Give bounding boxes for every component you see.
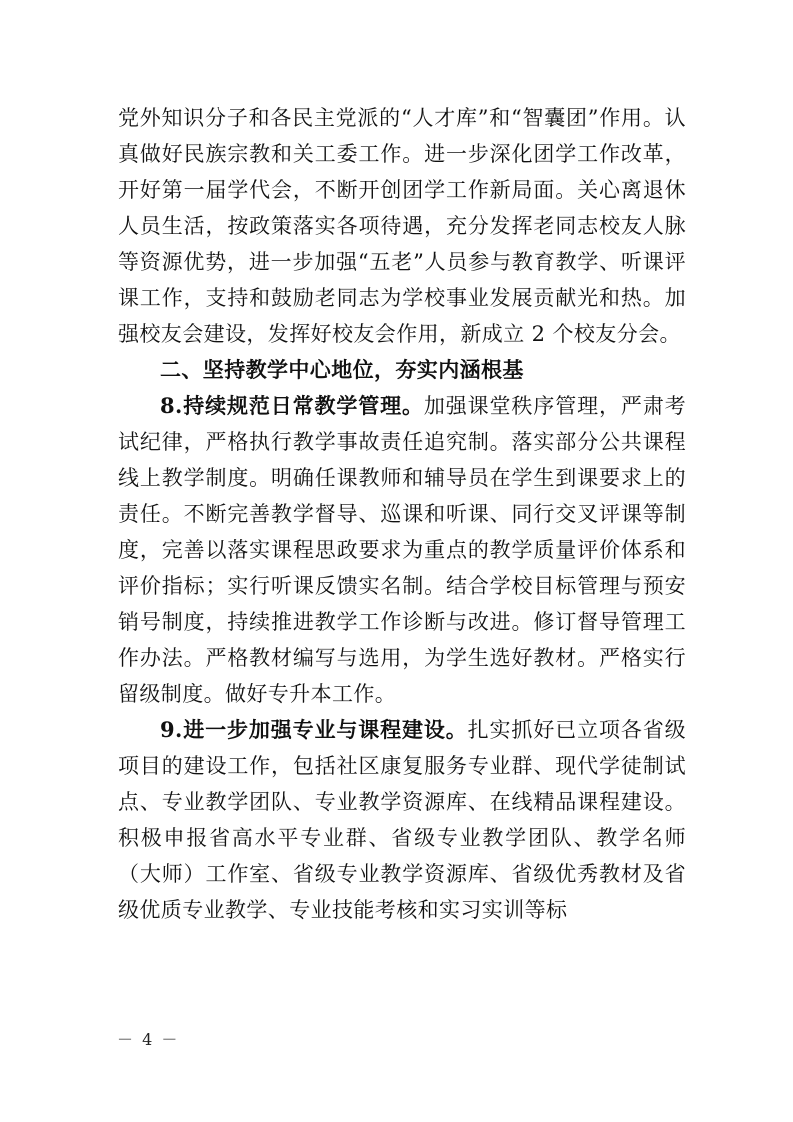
- item-9-text: 扎实抓好已立项各省级项目的建设工作，包括社区康复服务专业群、现代学徒制试点、专业教学团队、专业教学资源库、在线精品课程建设。积极申报省高水平专业群、省级专业教学团队、教学名师（大师）工作室、省级专业教学资源库、省级优秀教材及省级优质专业教学、专业技能考核和实习实训等标: [118, 718, 687, 922]
- item-8-lead: 8.持续规范日常教学管理。: [160, 393, 424, 418]
- paragraph-item-9: [118, 712, 686, 928]
- paragraph-continuation: [118, 100, 686, 352]
- paragraph-text: 党外知识分子和各民主党派的“人才库”和“智囊团”作用。认真做好民族宗教和关工委工作。进一步深化团学工作改革，开好第一届学代会，不断开创团学工作新局面。关心离退休人员生活，按政策落实各项待遇，充分发挥老同志校友人脉等资源优势，进一步加强“五老”人员参与教育教学、听课评课工作，支持和鼓励老同志为学校事业发展贡献光和热。加强校友会建设，发挥好校友会作用，新成立 2 个校友分会。: [118, 106, 686, 346]
- page-number: － 4 －: [117, 1030, 180, 1049]
- item-9-lead: 9.进一步加强专业与课程建设。: [160, 717, 468, 742]
- paragraph-item-8: [118, 388, 686, 712]
- section-heading-text: 二、坚持教学中心地位，夯实内涵根基: [160, 358, 524, 382]
- section-heading: [118, 352, 686, 388]
- document-body: [118, 100, 686, 928]
- item-8-text: 加强课堂秩序管理，严肃考试纪律，严格执行教学事故责任追究制。落实部分公共课程线上教学制度。明确任课教师和辅导员在学生到课要求上的责任。不断完善教学督导、巡课和听课、同行交叉评课等制度，完善以落实课程思政要求为重点的教学质量评价体系和评价指标；实行听课反馈实名制。结合学校目标管理与预安销号制度，持续推进教学工作诊断与改进。修订督导管理工作办法。严格教材编写与选用，为学生选好教材。严格实行留级制度。做好专升本工作。: [118, 394, 686, 706]
